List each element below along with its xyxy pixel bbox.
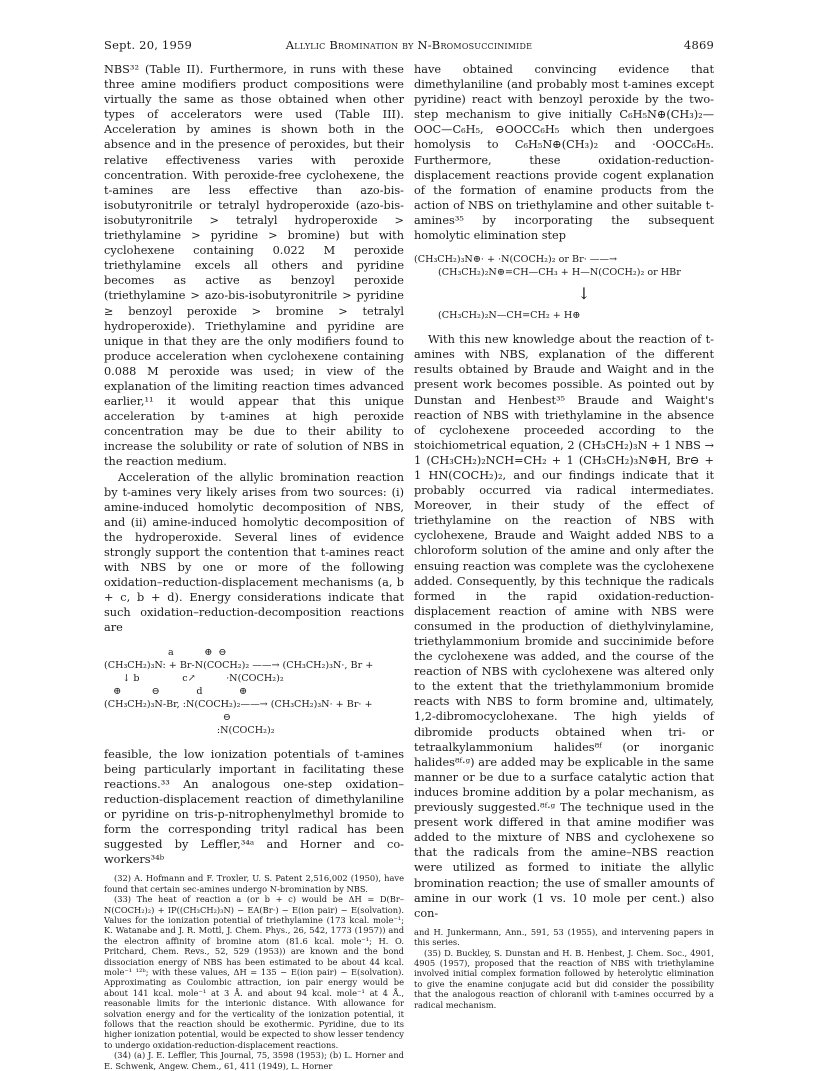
scheme-line: (CH₃CH₂)₂N⊕=CH—CH₃ + H—N(COCH₂)₂ or HBr [438,267,681,279]
left-column [104,62,404,1071]
down-arrow-icon: ↓ [577,284,591,304]
paragraph: Acceleration of the allylic bromination reaction by t-amines very likely arises from two sources: (i) amine-induced homolytic decomposition of NBS, and (ii) amine-induced homolytic decomposition of the hydroperoxide. Several lines of evidence strongly support the contention that t-amines react with NBS by one or more of the following oxidation–reduction-displacement mechanisms (a, b + c, b + d). Energy considerations indicate that such oxidation–reduction-decomposition reactions are [104,470,404,635]
footnote: and H. Junkermann, Ann., 591, 53 (1955), and intervening papers in this series. [414,926,714,948]
paragraph: have obtained convincing evidence that dimethylaniline (and probably most t-amines except pyridine) react with benzoyl peroxide by the two-step mechanism to give initially C₆H₅N⊕(CH₃)₂—OOC—C₆H₅, ⊖OOCC₆H₅ which then undergoes homolysis to C₆H₅N⊕(CH₃)₂ and ·OOCC₆H₅. Furthermore, these oxidation-reduction-displacement reactions provide cogent explanation of the formation of enamine products from the action of NBS on triethylamine and other suitable t-amines³⁵ by incorporating the subsequent homolytic elimination step [414,63,714,243]
paragraph: feasible, the low ionization potentials of t-amines being particularly important in facilitating these reactions.³³ An analogous one-step oxidation–reduction-displacement reaction of dimethylaniline or pyridine on tris-p-nitrophenylmethyl bromide to form the corresponding trityl radical has been suggested by Leffler,³⁴ᵃ and Horner and co-workers³⁴ᵇ [104,747,404,867]
scheme-line: (CH₃CH₂)₃N⊕· + ·N(COCH₂)₂ or Br· ——→ [414,254,618,266]
footnote: (33) The heat of reaction a (or b + c) would be ΔH = D(Br–N(COCH₂)₂) + IP((CH₃CH₂)₃N) − EA(Br·) − E(ion pair) − E(solvation). Values for the ionization potential of triethylamine (173 kcal. mole⁻¹; K. Watanabe and J. R. Mottl, J. Chem. Phys., 26, 542, 1773 (1957)) and the electron affinity of bromine atom (81.6 kcal. mole⁻¹; H. O. Pritchard, Chem. Revs., 52, 529 (1953)) are known and the bond dissociation energy of NBS has been estimated to be about 44 kcal. mole⁻¹ ¹²ᵇ; with these values, ΔH = 135 − E(ion pair) − E(solvation). Approximating as Coulombic attraction, ion pair energy would be about 141 kcal. mole⁻¹ at 3 Å. and about 94 kcal. mole⁻¹ at 4 Å., reasonable limits for the interionic distance. With allowance for solvation energy and for the verticality of the ionization potential, it follows that the reaction should be exothermic. Pyridine, due to its higher ionization potential, would be expected to show lesser tendency to undergo oxidation-reduction-displacement reactions. [104,894,404,1050]
footnote: (34) (a) J. E. Leffler, This Journal, 75, 3598 (1953); (b) L. Horner and E. Schwenk, Angew. Chem., 61, 411 (1949), L. Horner [104,1050,404,1071]
scheme-line: (CH₃CH₂)₂N—CH=CH₂ + H⊕ [438,310,581,322]
running-header [104,38,714,54]
footnotes [414,927,714,1010]
issue-date: Sept. 20, 1959 [104,38,192,52]
page-number: 4869 [683,38,714,52]
footnotes [104,873,404,1071]
elimination-scheme [414,253,714,322]
paragraph: With this new knowledge about the reaction of t-amines with NBS, explanation of the different results obtained by Braude and Waight and in the present work becomes possible. As pointed out by Dunstan and Henbest³⁵ Braude and Waight's reaction of NBS with triethylamine in the absence of cyclohexene proceeded according to the stoichiometrical equation, 2 (CH₃CH₂)₃N + 1 NBS → 1 (CH₃CH₂)₂NCH=CH₂ + 1 (CH₃CH₂)₃N⊕H, Br⊖ + 1 HN(COCH₂)₂, and our findings indicate that it probably occurred via radical intermediates. Moreover, in their study of the effect of triethylamine on the reaction of NBS with cyclohexene, Braude and Waight added NBS to a chloroform solution of the amine and only after the ensuing reaction was complete was the cyclohexene added. Consequently, by this technique the radicals formed in the rapid oxidation-reduction-displacement reaction of amine with NBS were consumed in the production of diethylvinylamine, triethylammonium bromide and succinimide before the cyclohexene was added, and the course of the reaction of NBS with cyclohexene was altered only to the extent that the triethylammonium bromide reacts with NBS to form bromine and, ultimately, 1,2-dibromocyclohexane. The high yields of dibromide products obtained when tri- or tetraalkylammonium halides⁸ᶠ (or inorganic halides⁸ᶠ·ᵍ) are added may be explicable in the same manner or be due to a surface catalytic action that induces bromine addition by a polar mechanism, as previously suggested.⁸ᶠ·ᵍ The technique used in the present work differed in that amine modifier was added to the mixture of NBS and cyclohexene so that the radicals from the amine–NBS reaction were utilized as formed to initiate the allylic bromination reaction; the use of smaller amounts of amine in our work (1 vs. 10 mole per cent.) also con- [414,333,715,920]
paragraph: NBS³² (Table II). Furthermore, in runs with these three amine modifiers product compositions were virtually the same as those obtained when other types of accelerators were used (Table III). Acceleration by amines is shown both in the absence and in the presence of peroxides, but their relative effectiveness varies with peroxide concentration. With peroxide-free cyclohexene, the t-amines are less effective than azo-bis-isobutyronitrile or tetralyl hydroperoxide (azo-bis-isobutyronitrile > tetralyl hydroperoxide > triethylamine > pyridine > bromine) but with cyclohexene containing 0.022 M peroxide triethylamine excels all others and pyridine becomes as active as benzoyl peroxide (triethylamine > azo-bis-isobutyronitrile > pyridine ≥ benzoyl peroxide > bromine > tetralyl hydroperoxide). Triethylamine and pyridine are unique in that they are the only modifiers found to produce acceleration when cyclohexene containing 0.088 M peroxide was used; in view of the explanation of the limiting reaction times advanced earlier,¹¹ it would appear that this unique acceleration by t-amines at high peroxide concentration may be due to their ability to increase the solubility or rate of solution of NBS in the reaction medium. [104,63,404,469]
footnote: (35) D. Buckley, S. Dunstan and H. B. Henbest, J. Chem. Soc., 4901, 4905 (1957), proposed that the reaction of NBS with triethylamine involved initial complex formation followed by heterolytic elimination to give the enamine conjugate acid but did consider the possibility that the analogous reaction of chloranil with t-amines occurred by a radical mechanism. [414,947,714,1010]
footnote: (32) A. Hofmann and F. Troxler, U. S. Patent 2,516,002 (1950), have found that certain sec-amines undergo N-bromination by NBS. [104,873,404,894]
running-title: Allylic Bromination by N-Bromosuccinimide [285,38,533,52]
reaction-scheme: a ⊕ ⊖ (CH₃CH₂)₃N: + Br-N(COCH₂)₂ ——→ (CH₃CH₂)₃N·, Br + ↓ b c↗ ·N(COCH₂)₂ ⊕ ⊖ d ⊕ (CH₃CH₂)₃N-Br, :N(COCH₂)₂——→ (CH₃CH₂)₃N· + Br· + ⊖ :N(COCH₂)₂ [104,646,374,736]
right-column [414,62,714,1010]
